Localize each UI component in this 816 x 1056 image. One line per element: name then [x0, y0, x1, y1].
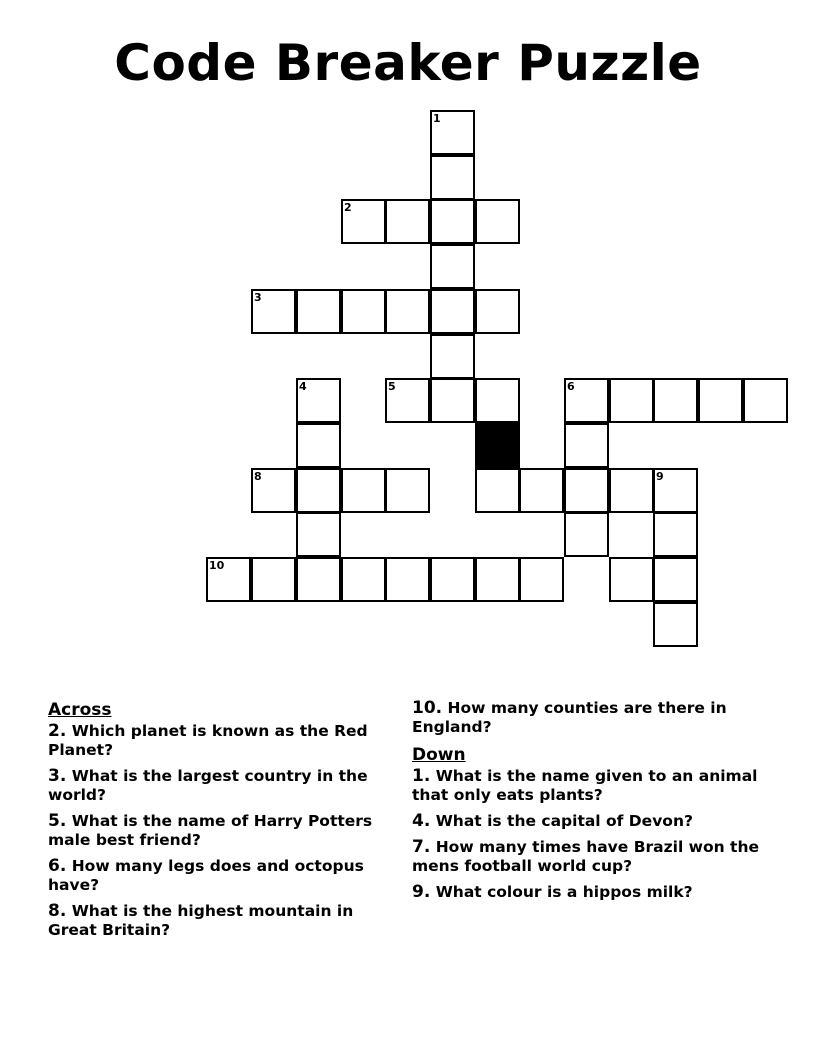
grid-cell[interactable]	[609, 468, 654, 513]
grid-cell[interactable]	[653, 512, 698, 557]
grid-cell[interactable]	[430, 289, 475, 334]
clue-text: What colour is a hippos milk?	[435, 883, 693, 901]
grid-cell[interactable]	[430, 557, 475, 602]
clue-number: 4.	[412, 811, 431, 831]
clue-number: 5.	[48, 811, 67, 831]
grid-cell[interactable]	[564, 512, 609, 557]
grid-cell[interactable]	[341, 199, 386, 244]
grid-cell[interactable]	[609, 378, 654, 423]
grid-cell[interactable]	[296, 468, 341, 513]
grid-cell[interactable]	[430, 378, 475, 423]
clue-number: 2.	[48, 721, 67, 741]
grid-cell[interactable]	[430, 244, 475, 289]
across-heading: Across	[48, 700, 112, 720]
clue-down-9	[412, 883, 762, 902]
grid-cell[interactable]	[430, 334, 475, 379]
puzzle-title: Code Breaker Puzzle	[114, 34, 702, 92]
clue-down-4	[412, 812, 762, 831]
clue-text: What is the largest country in the world?	[48, 767, 368, 804]
clue-number: 8.	[48, 901, 67, 921]
grid-cell[interactable]	[519, 468, 564, 513]
clue-across-3	[48, 767, 398, 805]
grid-cell[interactable]	[653, 557, 698, 602]
clue-across-6	[48, 857, 398, 895]
clue-number: 3.	[48, 766, 67, 786]
clue-number-label: 1	[433, 112, 441, 125]
grid-cell[interactable]	[743, 378, 788, 423]
clue-across-10	[412, 699, 762, 737]
clue-across-2	[48, 722, 398, 760]
grid-cell[interactable]	[475, 378, 520, 423]
clue-text: How many legs does and octopus have?	[48, 857, 364, 894]
grid-cell[interactable]	[564, 378, 609, 423]
clue-number-label: 8	[254, 470, 262, 483]
grid-cell[interactable]	[653, 468, 698, 513]
clue-text: What is the name given to an animal that only eats plants?	[412, 767, 758, 804]
grid-cell[interactable]	[296, 423, 341, 468]
grid-cell[interactable]	[341, 468, 386, 513]
clue-number-label: 6	[567, 380, 575, 393]
clue-number: 9.	[412, 882, 431, 902]
grid-cell[interactable]	[296, 378, 341, 423]
grid-cell[interactable]	[475, 468, 520, 513]
clue-number-label: 2	[344, 201, 352, 214]
clue-number-label: 5	[388, 380, 396, 393]
clue-across-5	[48, 812, 398, 850]
clue-across-8	[48, 902, 398, 940]
grid-cell[interactable]	[475, 199, 520, 244]
grid-cell[interactable]	[609, 557, 654, 602]
clue-number: 7.	[412, 837, 431, 857]
grid-cell[interactable]	[385, 557, 430, 602]
grid-cell[interactable]	[296, 289, 341, 334]
grid-cell[interactable]	[296, 512, 341, 557]
grid-cell[interactable]	[385, 199, 430, 244]
clues-left-column	[48, 699, 398, 947]
clue-number-label: 4	[299, 380, 307, 393]
clue-down-1	[412, 767, 762, 805]
clue-text: How many times have Brazil won the mens football world cup?	[412, 838, 760, 875]
grid-cell[interactable]	[475, 557, 520, 602]
clue-text: What is the highest mountain in Great Britain?	[48, 902, 354, 939]
grid-cell[interactable]	[385, 289, 430, 334]
grid-cell[interactable]	[341, 557, 386, 602]
grid-cell[interactable]	[564, 468, 609, 513]
clue-text: How many counties are there in England?	[412, 699, 727, 736]
grid-cell[interactable]	[251, 557, 296, 602]
grid-cell[interactable]	[519, 557, 564, 602]
clues-right-column	[412, 699, 762, 909]
grid-cell[interactable]	[430, 199, 475, 244]
grid-cell[interactable]	[430, 155, 475, 200]
clue-down-7	[412, 838, 762, 876]
clue-text: What is the capital of Devon?	[435, 812, 693, 830]
grid-cell[interactable]	[385, 468, 430, 513]
clue-number-label: 3	[254, 291, 262, 304]
black-square	[475, 423, 520, 468]
grid-cell[interactable]	[564, 423, 609, 468]
grid-cell[interactable]	[385, 378, 430, 423]
clue-number: 6.	[48, 856, 67, 876]
grid-cell[interactable]	[475, 289, 520, 334]
grid-cell[interactable]	[251, 289, 296, 334]
clue-number-label: 9	[656, 470, 664, 483]
grid-cell[interactable]	[430, 110, 475, 155]
grid-cell[interactable]	[251, 468, 296, 513]
grid-cell[interactable]	[206, 557, 251, 602]
clue-text: What is the name of Harry Potters male best friend?	[48, 812, 373, 849]
grid-cell[interactable]	[653, 378, 698, 423]
down-heading: Down	[412, 745, 466, 765]
grid-cell[interactable]	[698, 378, 743, 423]
grid-cell[interactable]	[296, 557, 341, 602]
grid-cell[interactable]	[653, 602, 698, 647]
clue-text: Which planet is known as the Red Planet?	[48, 722, 368, 759]
clue-number: 1.	[412, 766, 431, 786]
grid-cell[interactable]	[341, 289, 386, 334]
clue-number-label: 10	[209, 559, 225, 572]
clue-number: 10.	[412, 698, 443, 718]
